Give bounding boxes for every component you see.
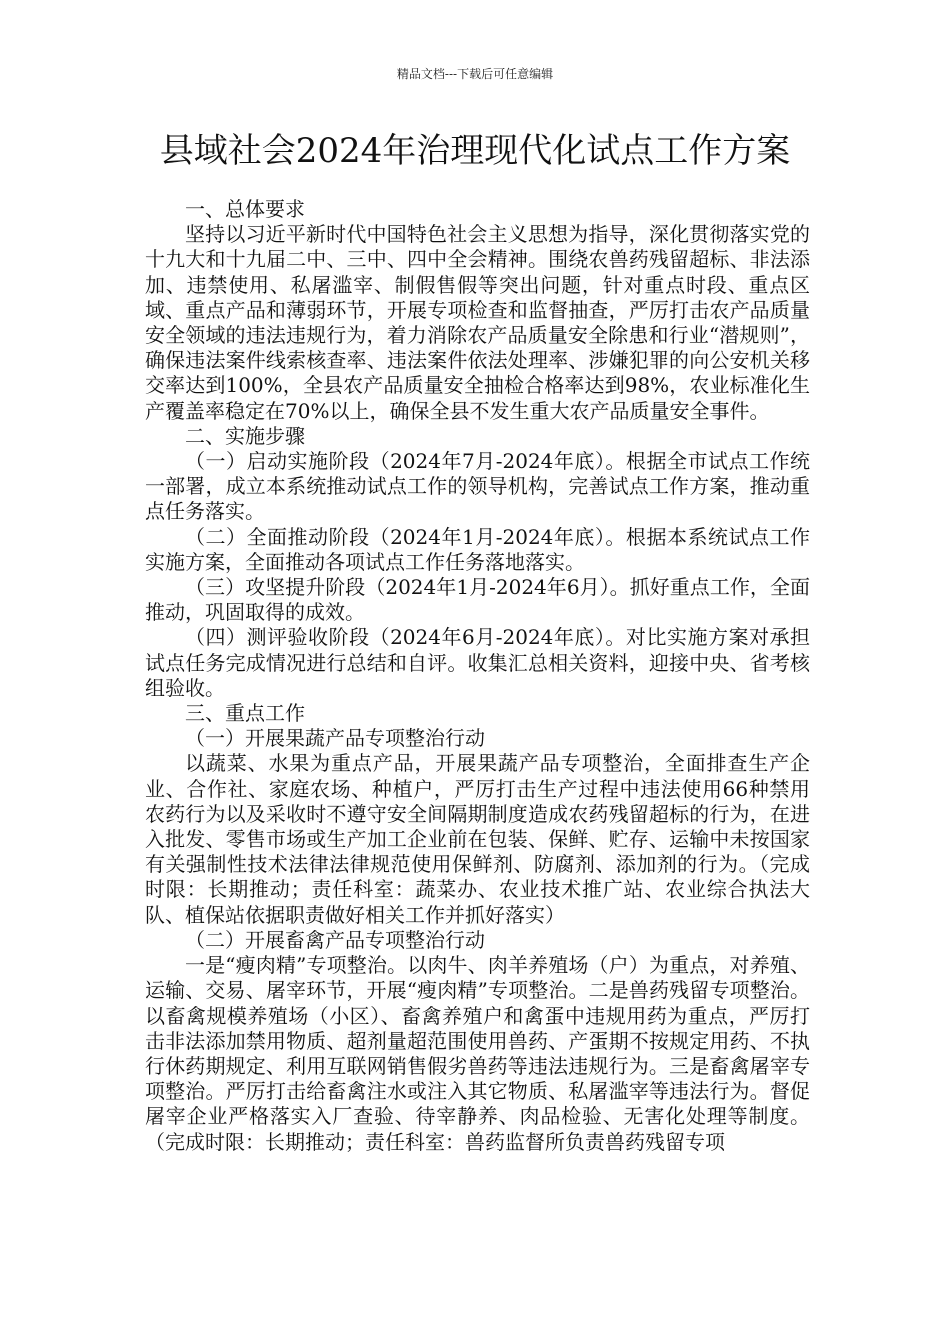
paragraph-livestock-poultry: 一是“瘦肉精”专项整治。以肉牛、肉羊养殖场（户）为重点，对养殖、运输、交易、屠宰环节，开展“瘦肉精”专项整治。二是兽药残留专项整治。以畜禽规模养殖场（小区）、畜禽养殖户和禽蛋中违规用药为重点，严厉打击非法添加禁用物质、超剂量超范围使用兽药、产蛋期不按规定用药、不执行休药期规定、利用互联网销售假劣兽药等违法违规行为。三是畜禽屠宰专项整治。严厉打击给畜禽注水或注入其它物质、私屠滥宰等违法行为。督促屠宰企业严格落实入厂查验、待宰静养、肉品检验、无害化处理等制度。（完成时限：长期推动；责任科室：兽药监督所负责兽药残留专项 xyxy=(145,953,810,1154)
paragraph-step-1: （一）启动实施阶段（2024年7月-2024年底）。根据全市试点工作统一部署，成立本系统推动试点工作的领导机构，完善试点工作方案，推动重点任务落实。 xyxy=(145,449,810,524)
paragraph-step-3: （三）攻坚提升阶段（2024年1月-2024年6月）。抓好重点工作，全面推动，巩固取得的成效。 xyxy=(145,575,810,625)
paragraph-fruit-vegetable: 以蔬菜、水果为重点产品，开展果蔬产品专项整治，全面排查生产企业、合作社、家庭农场、种植户，严厉打击生产过程中违法使用66种禁用农药行为以及采收时不遵守安全间隔期制度造成农药残留超标的行为，在进入批发、零售市场或生产加工企业前在包装、保鲜、贮存、运输中未按国家有关强制性技术法律法律规范使用保鲜剂、防腐剂、添加剂的行为。（完成时限：长期推动；责任科室：蔬菜办、农业技术推广站、农业综合执法大队、植保站依据职责做好相关工作并抓好落实） xyxy=(145,751,810,927)
subheading-livestock-poultry: （二）开展畜禽产品专项整治行动 xyxy=(185,927,485,952)
section-heading-key-work: 三、重点工作 xyxy=(185,701,305,726)
document-body xyxy=(145,197,810,1155)
header-note: 精品文档---下载后可任意编辑 xyxy=(396,67,554,81)
paragraph-general-requirements: 坚持以习近平新时代中国特色社会主义思想为指导，深化贯彻落实党的十九大和十九届二中、三中、四中全会精神。围绕农兽药残留超标、非法添加、违禁使用、私屠滥宰、制假售假等突出问题，针对重点时段、重点区域、重点产品和薄弱环节，开展专项检查和监督抽查，严厉打击农产品质量安全领域的违法违规行为，着力消除农产品质量安全除患和行业“潜规则”，确保违法案件线索核查率、违法案件依法处理率、涉嫌犯罪的向公安机关移交率达到100%，全县农产品质量安全抽检合格率达到98%，农业标准化生产覆盖率稳定在70%以上，确保全县不发生重大农产品质量安全事件。 xyxy=(145,222,810,423)
subheading-fruit-vegetable: （一）开展果蔬产品专项整治行动 xyxy=(185,726,485,751)
section-heading-general-requirements: 一、总体要求 xyxy=(185,197,305,221)
document-title: 县域社会2024年治理现代化试点工作方案 xyxy=(159,131,791,171)
paragraph-step-4: （四）测评验收阶段（2024年6月-2024年底）。对比实施方案对承担试点任务完成情况进行总结和自评。收集汇总相关资料，迎接中央、省考核组验收。 xyxy=(145,625,810,700)
section-heading-implementation-steps: 二、实施步骤 xyxy=(185,423,305,448)
paragraph-step-2: （二）全面推动阶段（2024年1月-2024年底）。根据本系统试点工作实施方案，全面推动各项试点工作任务落地落实。 xyxy=(145,524,810,574)
